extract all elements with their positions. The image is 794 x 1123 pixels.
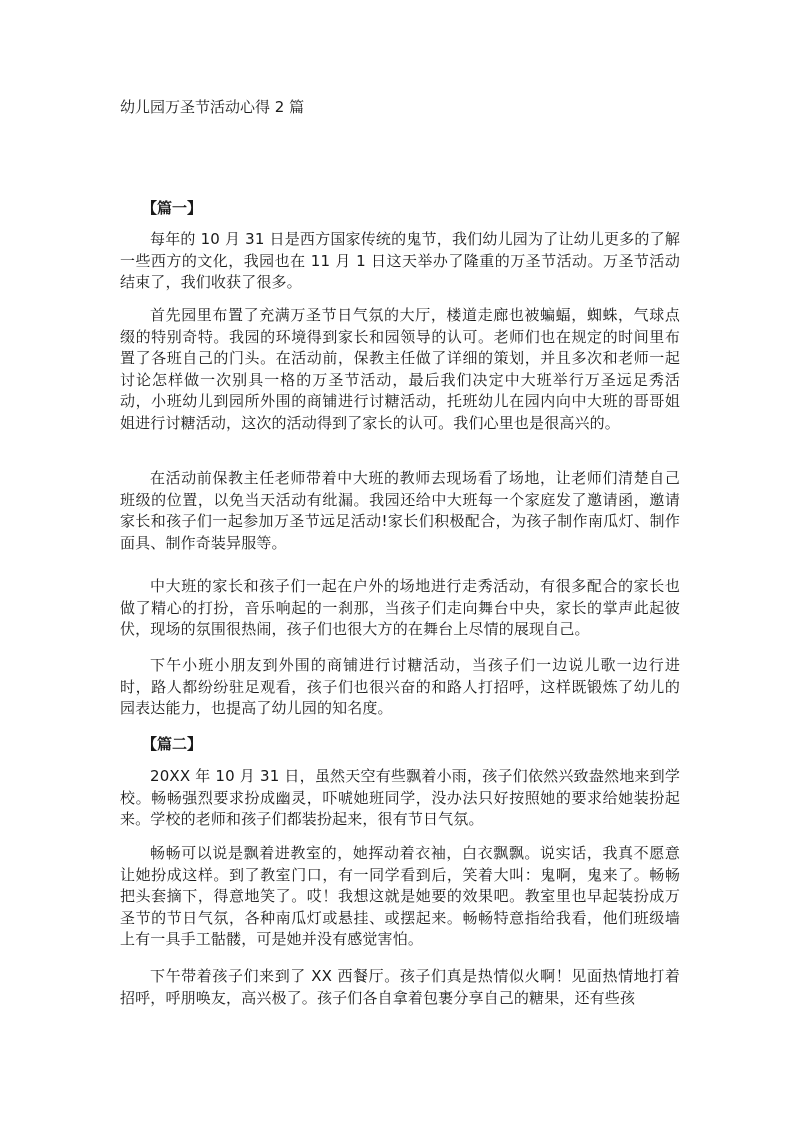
section-heading-2: 【篇二】 [142, 735, 203, 753]
document-title: 幼儿园万圣节活动心得 2 篇 [120, 98, 305, 116]
paragraph: 中大班的家长和孩子们一起在户外的场地进行走秀活动，有很多配合的家长也做了精心的打扮，音乐响起的一刹那，当孩子们走向舞台中央，家长的掌声此起彼伏，现场的氛围很热闹，孩子们也很大方的在舞台上尽情的展现自己。 [120, 577, 680, 638]
paragraph: 在活动前保教主任老师带着中大班的教师去现场看了场地，让老师们清楚自己班级的位置，以免当天活动有纰漏。我园还给中大班每一个家庭发了邀请函，邀请家长和孩子们一起参加万圣节远足活动!家长们积极配合，为孩子制作南瓜灯、制作面具、制作奇装异服等。 [120, 469, 680, 552]
paragraph: 下午小班小朋友到外围的商铺进行讨糖活动，当孩子们一边说儿歌一边行进时，路人都纷纷驻足观看，孩子们也很兴奋的和路人打招呼，这样既锻炼了幼儿的园表达能力，也提高了幼儿园的知名度。 [120, 656, 680, 717]
paragraph: 20XX 年 10 月 31 日，虽然天空有些飘着小雨，孩子们依然兴致盎然地来到学校。畅畅强烈要求扮成幽灵，吓唬她班同学，没办法只好按照她的要求给她装扮起来。学校的老师和孩子们都装扮起来，很有节日气氛。 [120, 767, 680, 828]
paragraph: 每年的 10 月 31 日是西方国家传统的鬼节，我们幼儿园为了让幼儿更多的了解一些西方的文化，我园也在 11 月 1 日这天举办了隆重的万圣节活动。万圣节活动结束了，我们收获了很多。 [120, 230, 680, 291]
section-heading-1: 【篇一】 [142, 199, 203, 217]
paragraph: 首先园里布置了充满万圣节日气氛的大厅，楼道走廊也被蝙蝠，蜘蛛，气球点缀的特别奇特。我园的环境得到家长和园领导的认可。老师们也在规定的时间里布置了各班自己的门头。在活动前，保教主任做了详细的策划，并且多次和老师一起讨论怎样做一次别具一格的万圣节活动，最后我们决定中大班举行万圣远足秀活动，小班幼儿到园所外围的商铺进行讨糖活动，托班幼儿在园内向中大班的哥哥姐姐进行讨糖活动，这次的活动得到了家长的认可。我们心里也是很高兴的。 [120, 306, 680, 432]
paragraph: 下午带着孩子们来到了 XX 西餐厅。孩子们真是热情似火啊！见面热情地打着招呼，呼朋唤友，高兴极了。孩子们各自拿着包裹分享自己的糖果，还有些孩 [120, 967, 680, 1007]
paragraph: 畅畅可以说是飘着进教室的，她挥动着衣袖，白衣飘飘。说实话，我真不愿意让她扮成这样。到了教室门口，有一同学看到后，笑着大叫：鬼啊，鬼来了。畅畅把头套摘下，得意地笑了。哎！我想这就是她要的效果吧。教室里也早起装扮成万圣节的节日气氛，各种南瓜灯或悬挂、或摆起来。畅畅特意指给我看，他们班级墙上有一具手工骷髅，可是她并没有感觉害怕。 [120, 844, 680, 948]
